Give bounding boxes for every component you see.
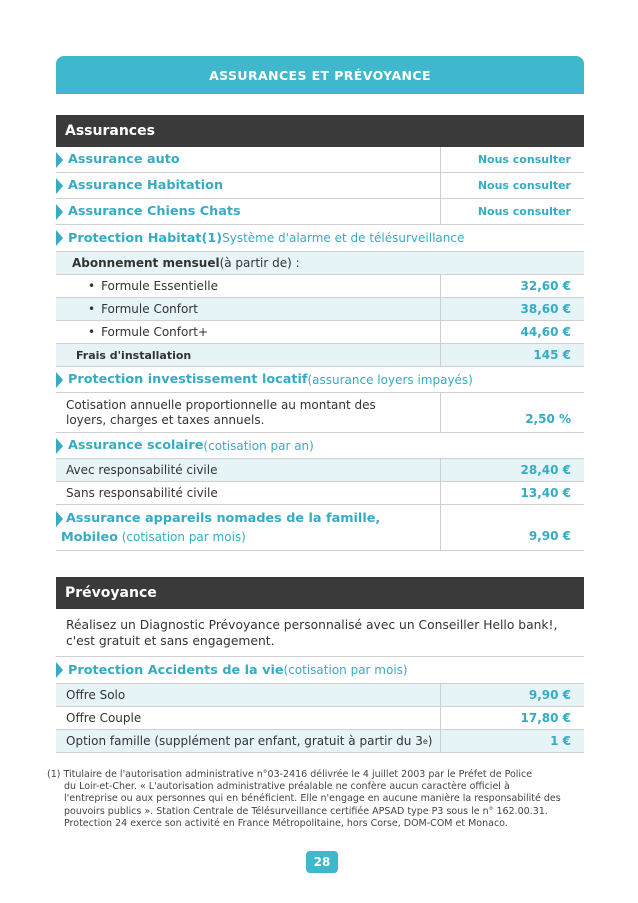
investissement-note: (assurance loyers impayés) [307, 372, 473, 387]
arrow-icon [56, 230, 63, 246]
footnote-line5: Protection 24 exerce son activité en France Métropolitaine, hors Corse, DOM-COM et Monaco. [64, 817, 508, 829]
scolaire-avec-rc-label: Avec responsabilité civile [56, 459, 440, 481]
accidents-note: (cotisation par mois) [283, 663, 408, 677]
scolaire-sans-rc-value: 13,40 € [440, 482, 584, 504]
scolaire-avec-rc-value: 28,40 € [440, 459, 584, 481]
section-header-prevoyance: Prévoyance [56, 577, 584, 609]
assurance-auto-value: Nous consulter [477, 153, 571, 166]
abonnement-note: (à partir de) : [219, 256, 300, 270]
offre-couple-value: 17,80 € [440, 707, 584, 729]
formule-confort-label: Formule Confort [101, 302, 198, 316]
investissement-label: Protection investissement locatif [68, 372, 308, 387]
nomades-value: 9,90 € [440, 505, 584, 550]
row-option-famille: Option famille (supplément par enfant, gratuit à partir du 3 e ) 1 € [56, 730, 584, 753]
frais-installation-label: Frais d'installation [56, 344, 440, 366]
investissement-text-line1: Cotisation annuelle proportionnelle au montant des [66, 397, 376, 412]
row-assurance-scolaire [56, 433, 584, 459]
option-famille-sup: e [422, 736, 428, 746]
footnote-line4: pouvoirs publics ». Station Centrale de Télésurveillance certifiée APSAD type P3 sous le n° 162.00.31. [64, 805, 548, 817]
assurance-habitation-label: Assurance Habitation [68, 178, 224, 193]
row-formule-confort: • Formule Confort 38,60 € [56, 298, 584, 321]
offre-solo-label: Offre Solo [56, 684, 440, 706]
row-scolaire-sans-rc [56, 482, 584, 505]
row-scolaire-avec-rc [56, 459, 584, 482]
assurance-chiens-chats-label: Assurance Chiens Chats [68, 204, 241, 219]
prevoyance-intro [56, 609, 584, 657]
formule-confort-plus-value: 44,60 € [440, 321, 584, 343]
scolaire-sans-rc-label: Sans responsabilité civile [66, 486, 218, 500]
footnote-line1: (1) Titulaire de l'autorisation administrative n°03-2416 délivrée le 4 juillet 2003 par le Préfet de Police [47, 769, 533, 780]
scolaire-note: (cotisation par an) [203, 438, 314, 453]
row-abonnement-mensuel [56, 252, 584, 275]
section-header-assurances: Assurances [56, 115, 584, 147]
formule-confort-value: 38,60 € [440, 298, 584, 320]
row-offre-couple [56, 707, 584, 730]
arrow-icon [56, 511, 63, 527]
investissement-value: 2,50 % [440, 393, 584, 432]
footnote-line2: du Loir-et-Cher. « L'autorisation administrative préalable ne confère aucun caractère officiel à [64, 781, 510, 793]
abonnement-label: Abonnement mensuel [72, 256, 220, 270]
option-famille-label: Option famille (supplément par enfant, gratuit à partir du 3 [66, 734, 423, 748]
footnote [47, 769, 587, 830]
row-formule-confort-plus: • Formule Confort+ 44,60 € [56, 321, 584, 344]
row-assurance-auto [56, 147, 584, 173]
formule-essentielle-label: Formule Essentielle [101, 279, 218, 293]
arrow-icon [56, 152, 63, 168]
assurance-habitation-value: Nous consulter [477, 179, 571, 192]
arrow-icon [56, 178, 63, 194]
offre-couple-label: Offre Couple [66, 711, 142, 725]
assurance-auto-label: Assurance auto [68, 152, 180, 167]
row-assurance-chiens-chats [56, 199, 584, 225]
nomades-label-line2: Mobileo [61, 530, 118, 545]
accidents-label: Protection Accidents de la vie [68, 662, 284, 678]
row-assurance-habitation [56, 173, 584, 199]
row-protection-habitat [56, 225, 584, 252]
protection-habitat-label: Protection Habitat [68, 230, 202, 246]
assurance-chiens-chats-value: Nous consulter [477, 205, 571, 218]
row-offre-solo [56, 684, 584, 707]
arrow-icon [56, 662, 63, 678]
formule-confort-plus-label: Formule Confort+ [101, 325, 209, 339]
arrow-icon [56, 372, 63, 388]
nomades-note: (cotisation par mois) [117, 530, 246, 544]
page-number: 28 [306, 851, 338, 873]
row-protection-accidents [56, 657, 584, 684]
arrow-icon [56, 438, 63, 454]
protection-habitat-footnote-ref: (1) [201, 230, 223, 246]
nomades-label-line1: Assurance appareils nomades de la famille, [66, 511, 381, 526]
prevoyance-intro-line2: c'est gratuit et sans engagement. [66, 633, 275, 648]
protection-habitat-note: Système d'alarme et de télésurveillance [222, 231, 465, 245]
row-formule-essentielle: • Formule Essentielle 32,60 € [56, 275, 584, 298]
frais-installation-value: 145 € [440, 344, 584, 366]
page-content [56, 56, 584, 753]
offre-solo-value: 9,90 € [440, 684, 584, 706]
row-protection-investissement [56, 367, 584, 393]
row-assurance-nomades [56, 505, 584, 551]
investissement-text-line2: loyers, charges et taxes annuels. [66, 412, 265, 427]
formule-essentielle-value: 32,60 € [440, 275, 584, 297]
arrow-icon [56, 204, 63, 220]
scolaire-label: Assurance scolaire [68, 438, 204, 453]
row-investissement-cotisation [56, 393, 584, 433]
page-banner: ASSURANCES ET PRÉVOYANCE [56, 56, 584, 94]
row-frais-installation [56, 344, 584, 367]
footnote-line3: l'entreprise ou aux personnes qui en bénéficient. Elle n'engage en aucune manière la responsabilité des [64, 793, 561, 805]
option-famille-value: 1 € [440, 730, 584, 752]
prevoyance-intro-line1: Réalisez un Diagnostic Prévoyance personnalisé avec un Conseiller Hello bank!, [66, 617, 558, 632]
